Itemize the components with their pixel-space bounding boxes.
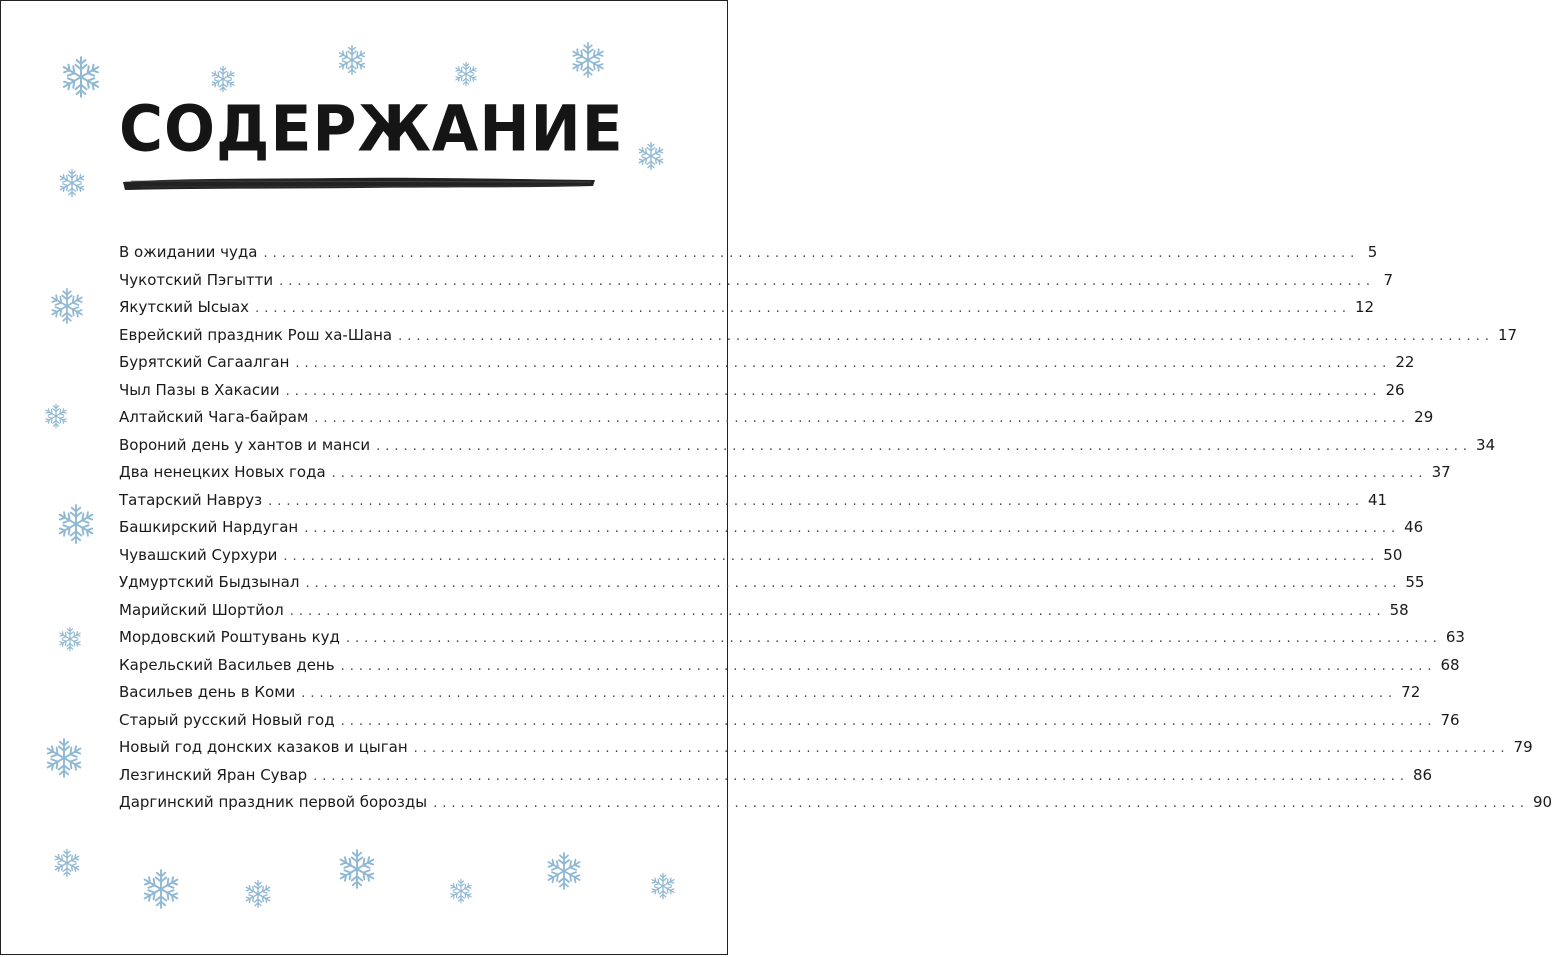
- toc-leader-dots: ........................................................................................................................: [398, 328, 1494, 344]
- toc-leader-dots: ........................................................................................................................: [285, 383, 1382, 399]
- snowflake-icon: [43, 737, 85, 779]
- snowflake-icon: [636, 141, 666, 171]
- toc-entry-page: 17: [1497, 325, 1518, 344]
- toc-leader-dots: ........................................................................................................................: [255, 301, 1351, 316]
- toc-entry[interactable]: [119, 569, 1425, 597]
- toc-entry[interactable]: [119, 679, 1421, 707]
- toc-entry-page: 29: [1414, 408, 1434, 426]
- toc-entry-title: Новый год донских казаков и цыган: [119, 738, 408, 756]
- toc-entry[interactable]: [119, 597, 1409, 625]
- toc-entry-title: Алтайский Чага-байрам: [119, 408, 309, 426]
- toc-entry-page: 26: [1385, 380, 1405, 399]
- toc-entry[interactable]: [119, 322, 1518, 350]
- toc-entry[interactable]: [119, 294, 1375, 322]
- toc-leader-dots: ........................................................................................................................: [263, 246, 1360, 261]
- toc-entry[interactable]: [119, 377, 1405, 405]
- toc-entry[interactable]: [119, 762, 1433, 790]
- toc-entry-title: Даргинский праздник первой борозды: [119, 793, 428, 811]
- toc-entry-page: 41: [1367, 490, 1388, 509]
- snowflake-icon: [57, 626, 83, 652]
- toc-entry[interactable]: [119, 349, 1415, 377]
- snowflake-icon: [649, 872, 677, 900]
- snowflake-icon: [59, 55, 103, 99]
- snowflake-icon: [336, 848, 378, 890]
- toc-leader-dots: ........................................................................................................................: [283, 548, 1380, 564]
- toc-entry-title: Васильев день в Коми: [119, 683, 296, 701]
- toc-entry-title: Чукотский Пэгытти: [119, 270, 274, 289]
- toc-leader-dots: ........................................................................................................................: [340, 658, 1437, 674]
- toc-entry[interactable]: [119, 459, 1451, 487]
- toc-entry[interactable]: [119, 707, 1460, 735]
- toc-entry[interactable]: [119, 267, 1394, 295]
- toc-leader-dots: ........................................................................................................................: [295, 356, 1392, 371]
- toc-entry-title: В ожидании чуда: [119, 243, 258, 261]
- toc-entry-title: Еврейский праздник Рош ха-Шана: [119, 325, 393, 344]
- toc-entry[interactable]: [119, 624, 1465, 652]
- snowflake-icon: [52, 848, 82, 878]
- toc-entry[interactable]: [119, 652, 1460, 680]
- snowflake-icon: [43, 403, 69, 429]
- toc-entry-title: Марийский Шортйол: [119, 600, 284, 619]
- snowflake-icon: [336, 44, 368, 76]
- toc-leader-dots: ........................................................................................................................: [304, 521, 1401, 536]
- toc-leader-dots: ........................................................................................................................: [340, 713, 1437, 729]
- toc-entry-page: 90: [1533, 793, 1552, 811]
- toc-entry-page: 46: [1404, 518, 1424, 536]
- toc-leader-dots: ........................................................................................................................: [345, 631, 1442, 646]
- toc-entry-title: Мордовский Роштувань куд: [119, 628, 340, 646]
- toc-leader-dots: ........................................................................................................................: [314, 411, 1411, 426]
- toc-entry-title: Башкирский Нардуган: [119, 518, 299, 536]
- toc-leader-dots: ........................................................................................................................: [301, 686, 1398, 701]
- toc-entry-title: Удмуртский Быдзынал: [119, 573, 300, 591]
- snowflake-icon: [453, 61, 479, 87]
- toc-entry-title: Лезгинский Яран Сувар: [119, 765, 308, 784]
- toc-entry-title: Два ненецких Новых года: [119, 463, 326, 481]
- toc-entry-page: 72: [1401, 683, 1421, 701]
- toc-entry[interactable]: [119, 432, 1496, 460]
- snowflake-icon: [209, 65, 237, 93]
- toc-leader-dots: ........................................................................................................................: [413, 741, 1510, 756]
- toc-entry-title: Старый русский Новый год: [119, 710, 335, 729]
- toc-entry-page: 5: [1367, 243, 1378, 261]
- toc-leader-dots: ........................................................................................................................: [433, 796, 1529, 811]
- toc-leader-dots: ........................................................................................................................: [268, 493, 1364, 509]
- toc-entry-page: 63: [1445, 628, 1465, 646]
- toc-entry[interactable]: [119, 487, 1388, 515]
- toc-entry-page: 22: [1395, 353, 1415, 371]
- toc-entry-title: Татарский Навруз: [119, 490, 263, 509]
- toc-entry-page: 12: [1354, 298, 1375, 316]
- page-title: СОДЕРЖАНИЕ: [119, 93, 624, 167]
- toc-entry-title: Чувашский Сурхури: [119, 545, 278, 564]
- snowflake-icon: [48, 287, 86, 325]
- toc-leader-dots: ........................................................................................................................: [376, 438, 1473, 454]
- toc-entry[interactable]: [119, 514, 1424, 542]
- toc-leader-dots: ........................................................................................................................: [289, 603, 1386, 619]
- snowflake-icon: [448, 878, 474, 904]
- toc-leader-dots: ........................................................................................................................: [279, 273, 1376, 289]
- toc-entry-page: 7: [1383, 270, 1394, 289]
- toc-entry-page: 76: [1440, 710, 1460, 729]
- toc-entry-page: 86: [1413, 765, 1433, 784]
- toc-leader-dots: ........................................................................................................................: [305, 576, 1402, 591]
- table-of-contents: [119, 239, 1552, 817]
- toc-entry[interactable]: [119, 239, 1378, 267]
- toc-entry-page: 68: [1440, 655, 1460, 674]
- toc-entry-title: Вороний день у хантов и манси: [119, 435, 371, 454]
- snowflake-icon: [55, 503, 97, 545]
- toc-entry[interactable]: [119, 734, 1533, 762]
- toc-entry-title: Бурятский Сагаалган: [119, 353, 290, 371]
- brush-underline: [121, 173, 597, 195]
- toc-entry[interactable]: [119, 542, 1403, 570]
- toc-leader-dots: ........................................................................................................................: [331, 466, 1428, 481]
- toc-entry-page: 58: [1389, 600, 1409, 619]
- toc-leader-dots: ........................................................................................................................: [313, 768, 1409, 784]
- toc-entry-page: 55: [1405, 573, 1425, 591]
- snowflake-icon: [544, 851, 584, 891]
- toc-entry-title: Карельский Васильев день: [119, 655, 335, 674]
- toc-entry-page: 79: [1513, 738, 1533, 756]
- snowflake-icon: [243, 879, 273, 909]
- toc-entry-title: Чыл Пазы в Хакасии: [119, 380, 280, 399]
- toc-entry-page: 50: [1383, 545, 1403, 564]
- snowflake-icon: [569, 41, 607, 79]
- toc-entry[interactable]: [119, 789, 1552, 817]
- snowflake-icon: [57, 168, 87, 198]
- toc-entry-page: 34: [1476, 435, 1496, 454]
- toc-entry[interactable]: [119, 404, 1434, 432]
- toc-entry-page: 37: [1431, 463, 1451, 481]
- toc-entry-title: Якутский Ысыах: [119, 298, 250, 316]
- snowflake-icon: [140, 868, 182, 910]
